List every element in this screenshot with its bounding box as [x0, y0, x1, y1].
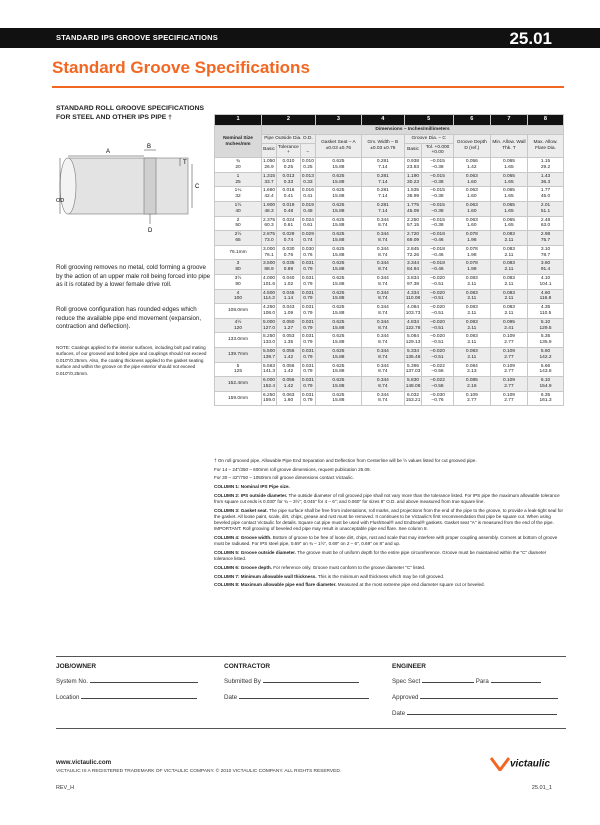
table-cell: 0.344 8.74: [361, 304, 404, 319]
nominal-size-cell: 5 125: [215, 362, 262, 377]
table-cell: 0.625 15.88: [315, 158, 361, 173]
table-row: [215, 216, 564, 231]
col-number: 5: [404, 115, 453, 126]
table-cell: 0.065 1.65: [490, 201, 527, 216]
table-cell: 0.031 0.79: [300, 304, 315, 319]
table-cell: 4.250 108.0: [262, 304, 277, 319]
table-cell: 0.031 0.79: [300, 391, 315, 406]
table-cell: 0.083 2.11: [490, 274, 527, 289]
table-cell: 0.625 15.88: [315, 289, 361, 304]
col-number: 1: [215, 115, 262, 126]
note-paragraph: [214, 508, 566, 533]
table-cell: 0.019 0.48: [277, 201, 301, 216]
table-cell: 0.013 0.33: [277, 172, 301, 187]
od-basic-header: Basic: [262, 143, 277, 158]
table-cell: 4.35 110.5: [527, 304, 563, 319]
col-number: 3: [315, 115, 361, 126]
table-cell: 5.35 135.9: [527, 333, 563, 348]
table-cell: 0.056 1.42: [277, 377, 301, 392]
table-cell: 0.625 15.88: [315, 172, 361, 187]
table-cell: 0.063 1.60: [453, 187, 490, 202]
note-text: The groove must be of uniform depth for the entire pipe circumference. Groove must be maintained within the "C" diameter tolerance listed.: [214, 549, 547, 562]
nominal-size-cell: 152.4mm: [215, 377, 262, 392]
note-heading: COLUMN 5: Groove outside diameter.: [214, 549, 296, 555]
table-cell: 2.375 60.3: [262, 216, 277, 231]
table-cell: 5.500 139.7: [262, 347, 277, 362]
table-cell: 2.875 73.0: [262, 231, 277, 246]
note-heading: COLUMN 7: Minimum allowable wall thickness.: [214, 573, 317, 579]
table-cell: 0.095 2.41: [490, 318, 527, 333]
table-cell: 0.065 1.65: [490, 158, 527, 173]
table-cell: 0.083 2.11: [490, 260, 527, 275]
approved-field[interactable]: Approved: [392, 693, 558, 701]
page-title: Standard Groove Specifications: [52, 58, 310, 77]
table-cell: 0.625 15.88: [315, 274, 361, 289]
table-cell: 2.48 63.0: [527, 216, 563, 231]
table-cell: 6.000 152.4: [262, 377, 277, 392]
tolerance-plus-header: Tolerance +: [277, 143, 301, 158]
note-text: For 30 – 42"/750 – 1050mm roll groove dimensions contact Victaulic.: [214, 475, 354, 481]
note-text: This is the minimum wall thickness which may be roll grooved.: [316, 573, 445, 579]
table-cell: –0.015 –0.38: [422, 201, 453, 216]
table-cell: 0.344 8.74: [361, 318, 404, 333]
table-cell: 0.344 8.74: [361, 377, 404, 392]
note-paragraph: [214, 475, 566, 481]
pipe-od-header: Pipe Outside Dia. O.D.: [262, 134, 316, 143]
table-cell: –0.022 –0.56: [422, 377, 453, 392]
website-link[interactable]: www.victaulic.com: [56, 759, 112, 766]
nominal-size-cell: 4½ 120: [215, 318, 262, 333]
table-cell: 0.083 2.11: [490, 245, 527, 260]
table-cell: –0.030 –0.76: [422, 391, 453, 406]
table-cell: 1.660 42.4: [262, 187, 277, 202]
job-owner-title: JOB/OWNER: [56, 663, 97, 670]
table-cell: 0.083 2.11: [490, 304, 527, 319]
table-cell: 0.031 0.79: [300, 260, 315, 275]
table-cell: 1.190 30.23: [404, 172, 422, 187]
table-cell: 0.045 1.14: [277, 289, 301, 304]
table-cell: 0.043 1.09: [277, 304, 301, 319]
table-cell: 0.625 15.88: [315, 245, 361, 260]
table-cell: –0.020 –0.51: [422, 304, 453, 319]
table-cell: 3.500 88.9: [262, 260, 277, 275]
table-cell: –0.015 –0.38: [422, 187, 453, 202]
table-cell: 0.083 2.11: [453, 304, 490, 319]
table-cell: 0.056 1.42: [453, 158, 490, 173]
table-cell: 5.000 127.0: [262, 318, 277, 333]
nominal-size-cell: 2½ 65: [215, 231, 262, 246]
nominal-size-header: Nominal Size Inches/mm: [215, 126, 262, 158]
table-cell: 0.031 0.79: [300, 347, 315, 362]
table-cell: 0.065 1.65: [490, 187, 527, 202]
table-cell: 0.024 0.61: [300, 216, 315, 231]
table-cell: 0.625 15.88: [315, 318, 361, 333]
table-cell: 4.500 114.3: [262, 289, 277, 304]
title-rule: [52, 86, 564, 88]
table-cell: 0.040 1.02: [277, 274, 301, 289]
footer-page-number: 25.01_1: [531, 785, 552, 791]
note-text: For reference only. Groove must conform to the groove diameter "C" listed.: [271, 564, 426, 570]
nominal-size-cell: 108.0mm: [215, 304, 262, 319]
note-paragraph: [214, 565, 566, 571]
diagram-label-a: A: [106, 149, 111, 155]
table-cell: 0.031 0.79: [300, 333, 315, 348]
table-cell: 0.056 1.42: [277, 347, 301, 362]
table-cell: 0.281 7.14: [361, 201, 404, 216]
nominal-size-cell: 159.0mm: [215, 391, 262, 406]
table-cell: 0.625 15.88: [315, 333, 361, 348]
table-cell: 0.625 15.88: [315, 187, 361, 202]
table-cell: 0.024 0.61: [277, 216, 301, 231]
table-cell: 0.083 2.11: [453, 347, 490, 362]
table-cell: 0.085 2.16: [453, 377, 490, 392]
table-cell: 0.010 0.25: [300, 158, 315, 173]
victaulic-logo: victaulic: [490, 757, 550, 771]
document-title: STANDARD IPS GROOVE SPECIFICATIONS: [56, 33, 218, 42]
table-cell: 1.535 38.99: [404, 187, 422, 202]
note-heading: COLUMN 2: IPS outside diameter.: [214, 492, 288, 498]
table-cell: 0.050 1.27: [277, 318, 301, 333]
col-number: 4: [361, 115, 404, 126]
note-paragraph: [214, 550, 566, 562]
contractor-title: CONTRACTOR: [224, 663, 271, 670]
nominal-size-cell: 1¼ 32: [215, 187, 262, 202]
table-cell: 0.344 8.74: [361, 362, 404, 377]
table-cell: –0.018 –0.46: [422, 245, 453, 260]
table-cell: 4.10 104.1: [527, 274, 563, 289]
table-cell: 0.625 15.88: [315, 347, 361, 362]
table-row: [215, 274, 564, 289]
col-number: 6: [453, 115, 490, 126]
left-paragraph-2: Roll groove configuration has rounded edges which reduce the available pipe end movement (expansion, contraction and deflection).: [56, 306, 202, 331]
table-cell: 1.315 33.7: [262, 172, 277, 187]
table-cell: 0.031 0.79: [300, 362, 315, 377]
nominal-size-cell: 139.7mm: [215, 347, 262, 362]
note-paragraph: [214, 467, 566, 473]
table-cell: 5.10 129.5: [527, 318, 563, 333]
table-cell: 0.029 0.74: [300, 231, 315, 246]
table-cell: 0.083 2.11: [453, 289, 490, 304]
table-cell: 2.720 69.09: [404, 231, 422, 246]
form-bottom-rule: [56, 728, 566, 729]
diagram-label-t: T: [183, 160, 187, 166]
table-cell: 0.281 7.14: [361, 172, 404, 187]
table-cell: 0.013 0.33: [300, 172, 315, 187]
table-cell: 6.10 154.9: [527, 377, 563, 392]
spec-sect-field[interactable]: Spec Sect Para: [392, 677, 541, 685]
nominal-size-cell: 4 100: [215, 289, 262, 304]
table-cell: 5.334 135.48: [404, 347, 422, 362]
trademark-notice: VICTAULIC IS A REGISTERED TRADEMARK OF VICTAULIC COMPANY. © 2010 VICTAULIC COMPANY. ALL RIGHTS RESERVED.: [56, 769, 342, 774]
table-cell: 0.031 0.79: [300, 289, 315, 304]
table-cell: 3.344 84.94: [404, 260, 422, 275]
nominal-size-cell: 133.0mm: [215, 333, 262, 348]
note-heading: COLUMN 6: Groove depth.: [214, 564, 272, 570]
table-row: [215, 158, 564, 173]
table-cell: 1.900 48.3: [262, 201, 277, 216]
note-paragraph: [214, 535, 566, 547]
page-number: 25.01: [509, 29, 552, 48]
table-cell: 0.078 1.98: [453, 245, 490, 260]
left-heading: STANDARD ROLL GROOVE SPECIFICATIONS FOR STEEL AND OTHER IPS PIPE †: [56, 105, 205, 121]
dimensions-header: Dimensions – Inches/millimeters: [262, 126, 564, 135]
table-cell: 0.083 2.11: [453, 274, 490, 289]
note-text: Bottom of groove to be free of loose dirt, chips, rust and scale that may interfere with proper coupling assembly. Corners at bottom of groove must be radiused. For IPS steel pipe, 0.69" on ¾ – 1½", 0.69" on 2 – 6", 0.69" on 8" and up.: [214, 535, 558, 547]
note-paragraph: [214, 582, 566, 588]
col-number: 7: [490, 115, 527, 126]
diagram-label-c: C: [195, 184, 200, 190]
table-row: [215, 304, 564, 319]
note-heading: COLUMN 4: Groove width.: [214, 535, 272, 541]
table-row: [215, 347, 564, 362]
table-cell: 6.35 161.3: [527, 391, 563, 406]
table-cell: 0.281 7.14: [361, 187, 404, 202]
table-row: [215, 201, 564, 216]
table-cell: 0.344 8.74: [361, 231, 404, 246]
table-cell: 0.010 0.25: [277, 158, 301, 173]
groove-tol-header: Tol. +0.000 +0.00: [422, 143, 453, 158]
note-text: The outside diameter of roll grooved pipe shall not vary more than the tolerance listed. For IPS pipe the maximum allowable tolerance from square cut ends is 0.030" for ¾ – 3½"; 0.045" for 4 – 6"; and 0.060" for sizes 8" O.D. and above measured from true square line.: [214, 492, 560, 505]
table-cell: 2.01 51.1: [527, 201, 563, 216]
table-cell: –0.020 –0.51: [422, 333, 453, 348]
table-cell: 1.775 45.09: [404, 201, 422, 216]
table-cell: –0.020 –0.51: [422, 289, 453, 304]
table-cell: 5.250 133.0: [262, 333, 277, 348]
table-cell: 0.035 0.89: [277, 260, 301, 275]
system-no-field[interactable]: System No.: [56, 677, 198, 685]
note-text: † On roll grooved pipe, Allowable Pipe End Separation and Deflection from Centerline will be ½ values listed for cut grooved pipe.: [214, 458, 477, 463]
nominal-size-cell: ¾ 20: [215, 158, 262, 173]
table-cell: 0.625 15.88: [315, 304, 361, 319]
table-cell: 0.019 0.48: [300, 201, 315, 216]
table-cell: 0.109 2.77: [490, 377, 527, 392]
table-cell: –0.018 –0.46: [422, 260, 453, 275]
groove-depth-header: Groove Depth D (ref.): [453, 134, 490, 157]
table-row: [215, 362, 564, 377]
table-cell: –0.015 –0.38: [422, 216, 453, 231]
table-cell: 0.625 15.88: [315, 377, 361, 392]
engineer-title: ENGINEER: [392, 663, 426, 670]
table-cell: 5.66 143.8: [527, 362, 563, 377]
note-heading: COLUMN 3: Gasket seat.: [214, 507, 268, 513]
table-cell: 0.344 8.74: [361, 391, 404, 406]
left-paragraph-1: Roll grooving removes no metal, cold forming a groove by the action of an upper male roll being forced into pipe as it is rotated by a lower female drive roll.: [56, 264, 211, 289]
table-cell: 5.60 142.2: [527, 347, 563, 362]
table-cell: 0.109 2.77: [453, 391, 490, 406]
location-field[interactable]: Location: [56, 693, 197, 701]
note-heading: COLUMN 8: Maximum allowable pipe end flare diameter.: [214, 582, 337, 588]
form-top-rule: [56, 656, 566, 657]
table-cell: 4.000 101.6: [262, 274, 277, 289]
table-cell: 5.563 141.3: [262, 362, 277, 377]
diagram-label-d: D: [148, 228, 153, 234]
table-cell: 0.625 15.88: [315, 260, 361, 275]
table-cell: 0.016 0.41: [300, 187, 315, 202]
table-cell: 3.60 91.4: [527, 260, 563, 275]
table-cell: 0.344 8.74: [361, 347, 404, 362]
note-text: For 14 – 24"/350 – 600mm roll groove dimensions, request publication 25.09.: [214, 466, 371, 472]
table-row: [215, 391, 564, 406]
table-cell: 0.344 8.74: [361, 260, 404, 275]
table-cell: 5.395 137.03: [404, 362, 422, 377]
nominal-size-cell: 1½ 40: [215, 201, 262, 216]
table-cell: –0.022 –0.56: [422, 362, 453, 377]
col-number: 2: [262, 115, 316, 126]
table-cell: 0.625 15.88: [315, 231, 361, 246]
nominal-size-cell: 1 25: [215, 172, 262, 187]
table-cell: 0.065 1.65: [490, 216, 527, 231]
table-cell: 5.084 129.13: [404, 333, 422, 348]
table-cell: 2.845 72.26: [404, 245, 422, 260]
table-cell: 0.083 2.11: [490, 289, 527, 304]
table-cell: 4.084 103.73: [404, 304, 422, 319]
table-cell: 6.250 159.0: [262, 391, 277, 406]
table-cell: 0.031 0.79: [300, 274, 315, 289]
table-cell: 0.938 23.83: [404, 158, 422, 173]
table-cell: 0.109 2.77: [490, 362, 527, 377]
table-row: [215, 260, 564, 275]
coating-note: NOTE: Coatings applied to the interior surfaces, including bolt pad mating surfaces, of our grooved and bolted pipe and couplings should not exceed 0.010"/0.25mm. Also, the coating thickness applied to the gasket seating surface and within the groove on the pipe exterior should not exceed 0.010"/0.25mm.: [56, 345, 207, 376]
table-row: [215, 318, 564, 333]
nominal-size-cell: 2 50: [215, 216, 262, 231]
table-row: [215, 333, 564, 348]
nominal-size-cell: 3½ 90: [215, 274, 262, 289]
table-cell: –0.020 –0.51: [422, 318, 453, 333]
nominal-size-cell: 3 80: [215, 260, 262, 275]
note-paragraph: [214, 493, 566, 505]
table-cell: 4.334 110.08: [404, 289, 422, 304]
table-cell: 1.77 45.0: [527, 187, 563, 202]
table-cell: 0.109 2.77: [490, 347, 527, 362]
table-cell: 0.031 0.79: [300, 377, 315, 392]
table-cell: 0.344 8.74: [361, 274, 404, 289]
table-cell: 2.250 57.15: [404, 216, 422, 231]
table-cell: 0.344 8.74: [361, 245, 404, 260]
groove-width-header: Grv. Width – B ±0.03 ±0.76: [361, 134, 404, 157]
table-cell: 0.078 1.98: [453, 260, 490, 275]
groove-diagram: [56, 140, 206, 235]
note-heading: COLUMN 1: Nominal IPS Pipe size.: [214, 484, 290, 490]
table-cell: 0.031 0.79: [300, 318, 315, 333]
groove-spec-table: [214, 114, 564, 406]
table-cell: 0.109 2.77: [490, 391, 527, 406]
table-cell: –0.018 –0.46: [422, 231, 453, 246]
table-cell: 0.625 15.88: [315, 216, 361, 231]
min-wall-header: Min. Allow. Wall Thk. T: [490, 134, 527, 157]
note-paragraph: [214, 574, 566, 580]
table-cell: 0.063 1.60: [453, 201, 490, 216]
table-cell: 4.60 116.8: [527, 289, 563, 304]
table-cell: 0.625 15.88: [315, 362, 361, 377]
table-cell: 2.98 75.7: [527, 231, 563, 246]
gasket-seat-header: Gasket Seat – A ±0.03 ±0.76: [315, 134, 361, 157]
victaulic-logo-icon: [490, 757, 510, 771]
table-cell: 0.625 15.88: [315, 391, 361, 406]
table-cell: 0.281 7.14: [361, 158, 404, 173]
table-cell: 5.830 148.08: [404, 377, 422, 392]
table-cell: –0.015 –0.38: [422, 172, 453, 187]
table-row: [215, 231, 564, 246]
table-cell: 0.083 2.11: [453, 318, 490, 333]
tolerance-minus-header: –: [300, 143, 315, 158]
col-number: 8: [527, 115, 563, 126]
groove-basic-header: Basic: [404, 143, 422, 158]
top-header-bar: [0, 28, 600, 48]
table-cell: 0.084 2.13: [453, 362, 490, 377]
table-cell: 0.344 8.74: [361, 216, 404, 231]
table-cell: 3.000 76.1: [262, 245, 277, 260]
table-row: [215, 245, 564, 260]
table-cell: 0.344 8.74: [361, 333, 404, 348]
nominal-size-cell: 76.1mm: [215, 245, 262, 260]
table-row: [215, 377, 564, 392]
table-cell: 1.43 36.3: [527, 172, 563, 187]
groove-dia-header: Groove Dia. – C: [404, 134, 453, 143]
table-cell: 0.078 1.98: [453, 231, 490, 246]
table-row: [215, 172, 564, 187]
table-cell: 0.030 0.76: [300, 245, 315, 260]
table-cell: 0.029 0.74: [277, 231, 301, 246]
table-cell: 6.032 153.21: [404, 391, 422, 406]
table-cell: 0.083 2.11: [490, 231, 527, 246]
table-cell: 0.065 1.65: [490, 172, 527, 187]
table-cell: 3.10 78.7: [527, 245, 563, 260]
table-cell: 0.053 1.35: [277, 333, 301, 348]
table-cell: 0.063 1.60: [277, 391, 301, 406]
note-text: The pipe surface shall be free from indentations, roll marks, and projections from the end of the pipe to the groove, to provide a leak-tight seal for the gasket. All loose paint, scale, dirt, chips, grease and rust must be removed. It continues to be Victaulic's first recommendation that pipe be square cut. When using beveled pipe contact Victaulic for details. Square cut pipe must be used with FlushSeal® and EndSeal® gaskets. Gasket seat "A" is measured from the end of the pipe. IMPORTANT: Roll grooving of beveled end pipe may result in unacceptable pipe end flare. See column 8.: [214, 507, 563, 532]
table-cell: 4.834 122.78: [404, 318, 422, 333]
note-paragraph: [214, 484, 566, 490]
table-cell: 0.083 2.11: [453, 333, 490, 348]
diagram-label-b: B: [147, 144, 152, 150]
table-cell: 0.016 0.41: [277, 187, 301, 202]
revision-label: REV_H: [56, 785, 74, 791]
table-cell: 0.063 1.60: [453, 172, 490, 187]
table-cell: 3.834 97.38: [404, 274, 422, 289]
table-cell: 0.056 1.42: [277, 362, 301, 377]
max-flare-header: Max. Allow. Flare Dia.: [527, 134, 563, 157]
note-text: Measured at the most extreme pipe end diameter square cut or beveled.: [336, 582, 485, 588]
table-cell: 0.625 15.88: [315, 201, 361, 216]
column-notes: [214, 458, 566, 591]
submitted-by-field[interactable]: Submitted By: [224, 677, 359, 685]
table-cell: 0.344 8.74: [361, 289, 404, 304]
table-row: [215, 187, 564, 202]
table-cell: 1.050 26.9: [262, 158, 277, 173]
table-cell: –0.015 –0.38: [422, 158, 453, 173]
note-paragraph: [214, 458, 566, 464]
engineer-date-field[interactable]: Date: [392, 709, 557, 717]
diagram-label-od: OD: [56, 198, 65, 204]
table-cell: 0.030 0.76: [277, 245, 301, 260]
table-cell: 0.109 2.77: [490, 333, 527, 348]
table-row: [215, 289, 564, 304]
table-cell: 1.15 29.2: [527, 158, 563, 173]
contractor-date-field[interactable]: Date: [224, 693, 369, 701]
table-cell: –0.020 –0.51: [422, 347, 453, 362]
table-cell: –0.020 –0.51: [422, 274, 453, 289]
table-cell: 0.063 1.60: [453, 216, 490, 231]
